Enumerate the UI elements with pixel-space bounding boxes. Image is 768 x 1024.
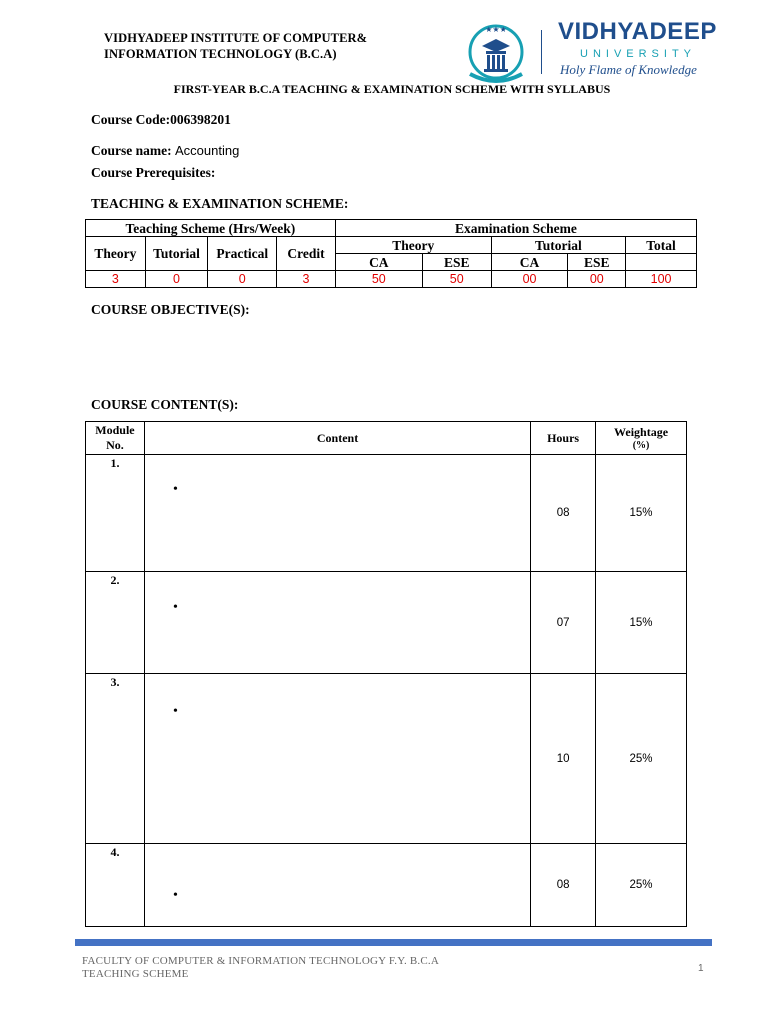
val-tutorial-ca: 00 [491,271,568,288]
module-number: 2. [86,572,145,674]
bullet-icon: • [173,600,178,615]
course-prerequisites [91,165,215,181]
col-theory-ca: CA [335,254,422,271]
col-no-label: No. [106,438,124,452]
col-tutorial-ca: CA [491,254,568,271]
bullet-icon: • [173,888,178,903]
table-row [86,844,687,927]
val-theory: 3 [86,271,146,288]
course-content-heading: COURSE CONTENT(S): [91,397,239,412]
logo-brand-text: VIDHYADEEP [558,18,717,45]
teaching-exam-scheme-table [85,219,697,288]
col-tutorial-ese: ESE [568,254,626,271]
footer-text [82,955,439,981]
module-number: 4. [86,844,145,927]
course-name [91,143,239,159]
teaching-scheme-header: Teaching Scheme (Hrs/Week) [86,220,336,237]
course-prereq-label: Course Prerequisites: [91,165,216,180]
val-practical: 0 [208,271,277,288]
col-theory-ese: ESE [422,254,491,271]
col-theory: Theory [86,237,146,271]
logo-divider [541,30,542,74]
col-weightage-label: Weightage [614,425,669,439]
col-total-blank [626,254,697,271]
col-module-no [86,422,145,455]
institute-name-line1: VIDHYADEEP INSTITUTE OF COMPUTER& [104,31,368,45]
course-code-label: Course Code:006398201 [91,112,231,127]
table-row [86,572,687,674]
course-name-label: Course name: [91,143,172,158]
col-tutorial: Tutorial [145,237,208,271]
page-number: 1 [698,963,704,974]
module-hours: 10 [531,674,596,844]
col-module-label: Module [95,423,135,437]
logo-tagline: Holy Flame of Knowledge [560,62,697,77]
col-exam-theory: Theory [335,237,491,254]
col-total: Total [626,237,697,254]
val-total: 100 [626,271,697,288]
module-hours: 08 [531,455,596,572]
module-content [144,844,530,927]
module-weightage: 25% [596,844,687,927]
module-weightage: 15% [596,455,687,572]
exam-scheme-header: Examination Scheme [335,220,696,237]
module-content [144,455,530,572]
scheme-heading: TEACHING & EXAMINATION SCHEME: [91,196,349,211]
module-hours: 07 [531,572,596,674]
module-number: 3. [86,674,145,844]
course-name-value: Accounting [175,143,240,158]
val-theory-ese: 50 [422,271,491,288]
institute-name [104,30,367,62]
course-code [91,112,231,128]
footer-bar [75,939,712,946]
module-number: 1. [86,455,145,572]
document-subtitle: FIRST-YEAR B.C.A TEACHING & EXAMINATION SCHEME WITH SYLLABUS [173,82,611,96]
bullet-icon: • [173,704,178,719]
table-row [86,455,687,572]
col-exam-tutorial: Tutorial [491,237,626,254]
col-content: Content [144,422,530,455]
col-practical: Practical [208,237,277,271]
module-weightage: 25% [596,674,687,844]
col-weightage-unit: (%) [632,440,650,451]
course-objectives-heading: COURSE OBJECTIVE(S): [91,302,250,317]
footer-line1: FACULTY OF COMPUTER & INFORMATION TECHNOLOGY F.Y. B.C.A [82,955,439,967]
col-weightage [596,422,687,455]
logo-brand-subtext: UNIVERSITY [580,48,697,60]
col-credit: Credit [277,237,336,271]
module-content [144,572,530,674]
table-row [86,674,687,844]
val-tutorial: 0 [145,271,208,288]
module-content [144,674,530,844]
module-weightage: 15% [596,572,687,674]
institute-name-line2: INFORMATION TECHNOLOGY (B.C.A) [104,47,337,61]
val-theory-ca: 50 [335,271,422,288]
footer-line2: TEACHING SCHEME [82,968,189,980]
bullet-icon: • [173,482,178,497]
val-credit: 3 [277,271,336,288]
svg-text:★★★: ★★★ [485,25,507,34]
val-tutorial-ese: 00 [568,271,626,288]
module-hours: 08 [531,844,596,927]
university-logo-icon [462,18,532,86]
col-hours: Hours [531,422,596,455]
